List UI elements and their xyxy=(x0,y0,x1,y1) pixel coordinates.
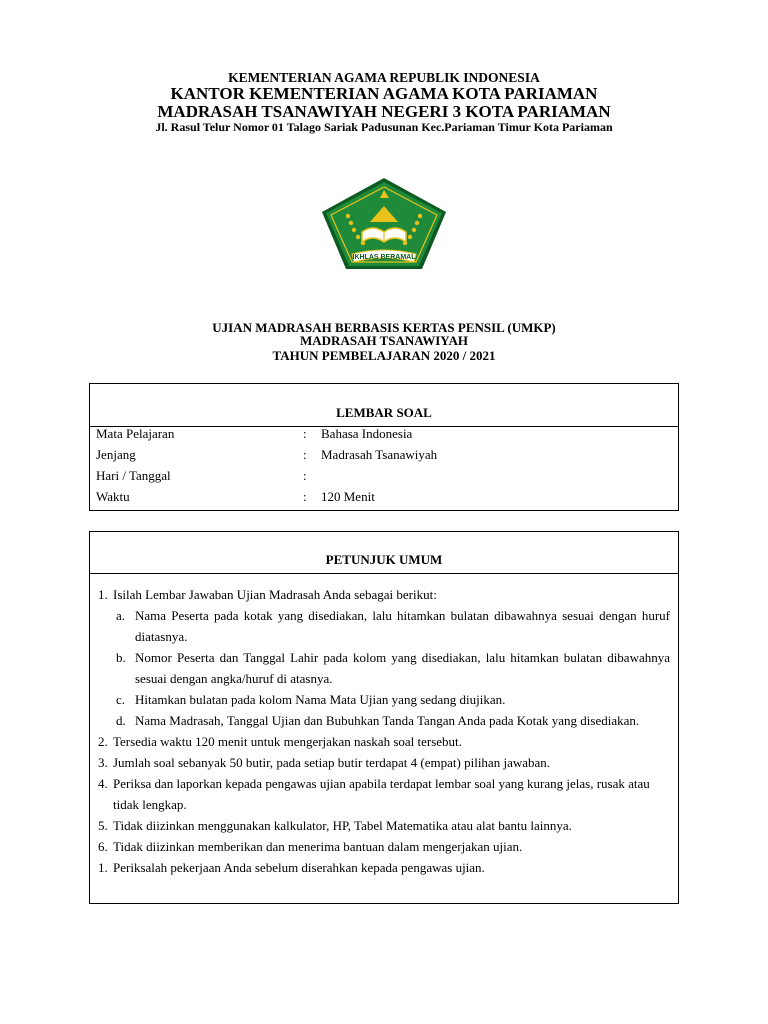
info-colon: : xyxy=(303,426,307,441)
sub-item-text: Nama Madrasah, Tanggal Ujian dan Bubuhkan Tanda Tangan Anda pada Kotak yang disediakan. xyxy=(135,713,640,728)
header-ministry: KEMENTERIAN AGAMA REPUBLIK INDONESIA xyxy=(228,70,540,85)
list-item xyxy=(98,836,670,857)
exam-level: MADRASAH TSANAWIYAH xyxy=(300,333,468,348)
list-item-number: 3. xyxy=(98,755,108,770)
info-row-date xyxy=(96,466,672,486)
list-item-number: 5. xyxy=(98,818,108,833)
divider xyxy=(90,573,678,574)
sub-item-text: Nama Peserta pada kotak yang disediakan, lalu hitamkan bulatan dibawahnya sesuai dengan huruf diatasnya. xyxy=(135,608,670,644)
list-item-number: 1. xyxy=(98,587,108,602)
info-colon: : xyxy=(303,447,307,462)
sub-list-item xyxy=(98,710,670,731)
sub-item-text: Hitamkan bulatan pada kolom Nama Mata Ujian yang sedang diujikan. xyxy=(135,692,506,707)
info-colon: : xyxy=(303,468,307,483)
info-label: Mata Pelajaran xyxy=(96,426,175,441)
sub-list-item xyxy=(98,689,670,710)
info-row-level xyxy=(96,445,672,465)
instruction-list xyxy=(98,584,670,878)
sub-list-item xyxy=(98,647,670,689)
list-item-text: Tidak diizinkan menggunakan kalkulator, HP, Tabel Matematika atau alat bantu lainnya. xyxy=(113,818,572,833)
sub-item-letter: a. xyxy=(116,608,126,623)
list-item xyxy=(98,773,670,815)
list-item-text: Tidak diizinkan memberikan dan menerima bantuan dalam mengerjakan ujian. xyxy=(113,839,523,854)
list-item-number: 1. xyxy=(98,860,108,875)
petunjuk-title: PETUNJUK UMUM xyxy=(325,552,443,567)
info-value: Bahasa Indonesia xyxy=(321,426,413,441)
list-item-text: Periksa dan laporkan kepada pengawas ujian apabila terdapat lembar soal yang kurang jelas, rusak atau tidak lengkap. xyxy=(113,776,650,812)
list-item xyxy=(98,752,670,773)
info-label: Jenjang xyxy=(96,447,136,462)
info-row-time xyxy=(96,487,672,507)
info-value: 120 Menit xyxy=(321,489,375,504)
sub-item-letter: c. xyxy=(116,692,126,707)
lembar-soal-box xyxy=(89,383,679,511)
header-school: MADRASAH TSANAWIYAH NEGERI 3 KOTA PARIAMAN xyxy=(157,102,611,121)
header-office: KANTOR KEMENTERIAN AGAMA KOTA PARIAMAN xyxy=(170,84,598,103)
list-item-number: 2. xyxy=(98,734,108,749)
exam-title: UJIAN MADRASAH BERBASIS KERTAS PENSIL (UMKP) xyxy=(212,320,556,335)
list-item xyxy=(98,815,670,836)
petunjuk-box xyxy=(89,531,679,904)
sub-item-letter: b. xyxy=(116,650,126,665)
list-item xyxy=(98,731,670,752)
list-item xyxy=(98,857,670,878)
list-item-text: Tersedia waktu 120 menit untuk mengerjakan naskah soal tersebut. xyxy=(113,734,462,749)
list-item-text: Periksalah pekerjaan Anda sebelum diserahkan kepada pengawas ujian. xyxy=(113,860,485,875)
list-item-number: 6. xyxy=(98,839,108,854)
list-item-text: Jumlah soal sebanyak 50 butir, pada setiap butir terdapat 4 (empat) pilihan jawaban. xyxy=(113,755,551,770)
info-label: Waktu xyxy=(96,489,130,504)
info-value: Madrasah Tsanawiyah xyxy=(321,447,438,462)
sub-list-item xyxy=(98,605,670,647)
lembar-soal-title: LEMBAR SOAL xyxy=(336,405,432,420)
info-row-subject xyxy=(96,424,672,444)
info-colon: : xyxy=(303,489,307,504)
exam-year: TAHUN PEMBELAJARAN 2020 / 2021 xyxy=(272,348,496,363)
list-item xyxy=(98,584,670,605)
list-item-number: 4. xyxy=(98,776,108,791)
kemenag-logo xyxy=(318,176,450,272)
list-item-text: Isilah Lembar Jawaban Ujian Madrasah Anda sebagai berikut: xyxy=(113,587,437,602)
info-label: Hari / Tanggal xyxy=(96,468,171,483)
logo-motto: IKHLAS BERAMAL xyxy=(352,254,416,261)
sub-item-letter: d. xyxy=(116,713,126,728)
sub-item-text: Nomor Peserta dan Tanggal Lahir pada kolom yang disediakan, lalu hitamkan bulatan dibawahnya sesuai dengan angka/huruf di atasnya. xyxy=(135,650,670,686)
header-address: Jl. Rasul Telur Nomor 01 Talago Sariak Padusunan Kec.Pariaman Timur Kota Pariaman xyxy=(155,120,613,134)
